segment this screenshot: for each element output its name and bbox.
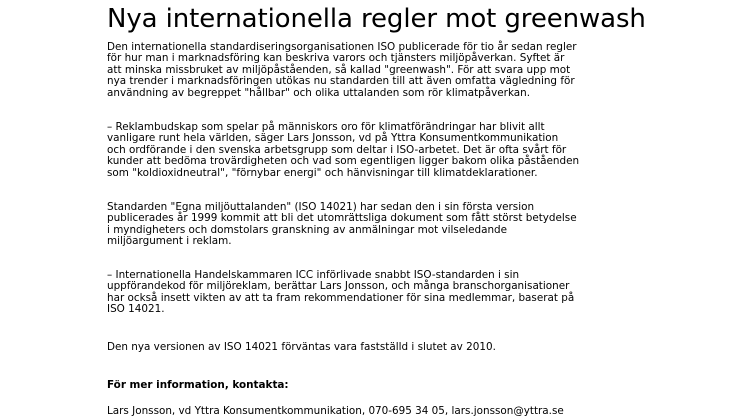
paragraph-intro: Den internationella standardiseringsorganisationen ISO publicerade för tio år sedan regler för hur man i marknadsföring kan beskriva varors och tjänsters miljöpåverkan. Syftet är att minska missbruket av miljöpåståenden, så kallad "greenwash". För att svara upp mot nya trender i marknadsföringen utökas nu standarden till att även omfatta vägledning för användning av begreppet "hållbar" och olika uttalanden som rör klimatpåverkan. [107,41,577,99]
paragraph-icc: – Internationella Handelskammaren ICC införlivade snabbt ISO-standarden i sin uppförandekod för miljöreklam, berättar Lars Jonsson, och många branschorganisationer har också insett vikten av att ta fram rekommendationer för sina medlemmar, baserat på ISO 14021. [107,269,575,316]
paragraph-standard-history: Standarden "Egna miljöuttalanden" (ISO 14021) har sedan den i sin första version publicerades år 1999 kommit att bli det utomrättsliga dokument som fått störst betydelse i myndigheters och domstolars granskning av anmälningar mot vilseledande miljöargument i reklam. [107,201,577,248]
paragraph-quote-jonsson: – Reklambudskap som spelar på människors oro för klimatförändringar har blivit allt vanligare runt hela världen, säger Lars Jonsson, vd på Yttra Konsumentkommunikation och ordförande i den svenska arbetsgrupp som deltar i ISO-arbetet. Det är ofta svårt för kunder att bedöma trovärdigheten och vad som egentligen ligger bakom olika påståenden som "koldioxidneutral", "förnybar energi" och hänvisningar till klimatdeklarationer. [107,121,580,179]
contact-details: Lars Jonsson, vd Yttra Konsumentkommunikation, 070-695 34 05, lars.jonsson@yttra.se [107,405,564,417]
paragraph-new-version: Den nya versionen av ISO 14021 förväntas vara fastställd i slutet av 2010. [107,341,496,353]
page-title: Nya internationella regler mot greenwash [107,4,646,34]
contact-heading: För mer information, kontakta: [107,379,289,391]
